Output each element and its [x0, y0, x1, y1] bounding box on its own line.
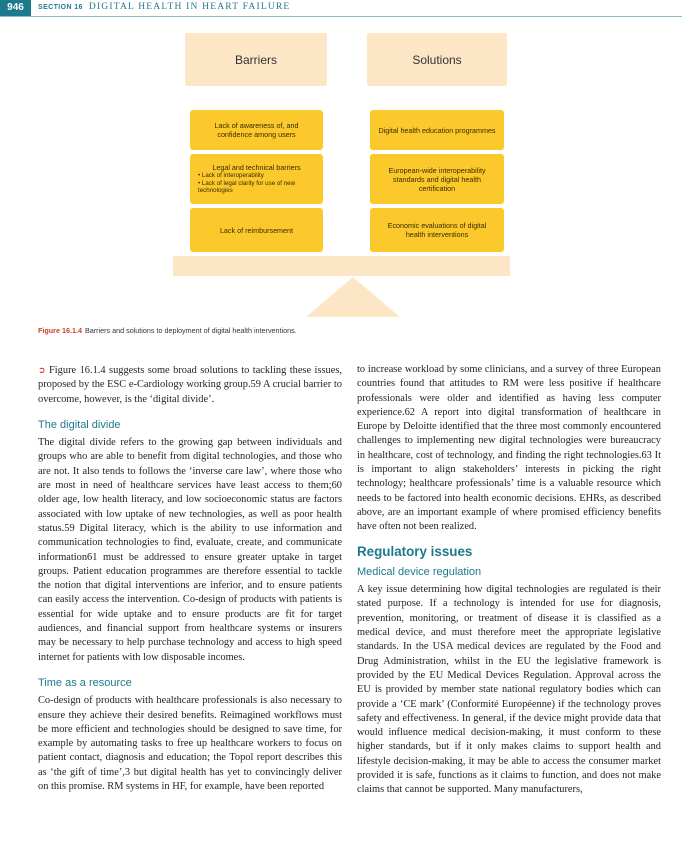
barrier-legal-title: Legal and technical barriers	[212, 162, 301, 172]
paragraph-digital-divide: The digital divide refers to the growing gap between individuals and groups who are able to benefit from digital technologies, and those who are not. It also tends to follows the ‘inverse care law’, where those who are most in need of healthcare services have least access to them;60 older age, low health literacy, and low socioeconomic status are factors associated with low uptake of new technologies, as well as poor health status.59 Digital literacy, which is the ability to use information and communication technologies to find, evaluate, create, and communicate information61 must be addressed to ensure greater uptake in target groups. Patient education programmes are therefore essential to tackle the notion that digital interventions are inferior, and to ensure patients can easily access the intervention. Co-design of products with patients is essential for wide uptake and to ensure products are fit for target audiences, and financial support from healthcare systems or insurers may be necessary to help purchase technology and access to high speed internet for patients with low disposable incomes.	[38, 437, 342, 663]
solution-box-interoperability: European-wide interoperability standards and digital health certification	[370, 154, 504, 204]
barrier-box-reimbursement: Lack of reimbursement	[190, 208, 323, 252]
heading-digital-divide: The digital divide	[38, 418, 121, 431]
barrier-legal-bullet-1: • Lack of interoperability	[198, 171, 264, 179]
solutions-header: Solutions	[367, 33, 507, 86]
running-head	[38, 2, 290, 12]
figure-caption-text: Barriers and solutions to deployment of digital health interventions.	[84, 326, 297, 335]
paragraph-time-resource: Co-design of products with healthcare professionals is also necessary to ensure they achieve their desired benefits. Reimagined workflows must be more efficient and technologies should be designed to save time, for example by automating tasks to free up healthcare workers to focus on patient contact, diagnosis and education; the Topol report describes this as ‘the gift of time’,3 but digital health has yet to convincingly deliver on this promise. RM systems in HF, for example, have been reported	[38, 695, 342, 793]
heading-time-resource: Time as a resource	[38, 676, 132, 689]
left-column	[38, 364, 342, 794]
section-label: SECTION 16	[38, 4, 83, 11]
intro-paragraph	[38, 364, 342, 407]
header-rule	[0, 16, 682, 17]
balance-fulcrum	[306, 277, 400, 317]
heading-regulatory-issues: Regulatory issues	[357, 543, 473, 559]
solution-box-education: Digital health education programmes	[370, 110, 504, 150]
barriers-header: Barriers	[185, 33, 327, 86]
cross-reference-arrow-icon: ➲	[38, 366, 46, 376]
right-column	[357, 363, 661, 798]
figure-label: Figure 16.1.4	[38, 326, 82, 335]
paragraph-device-regulation: A key issue determining how digital technologies are regulated is their stated purpose. If a technology is intended for use for diagnosis, prevention, monitoring, or treatment of disease it is classified as a medical device, and must therefore meet the appropriate legislative standards. In the USA medical devices are regulated by the Food and Drug Administration, whilst in the EU the legislative framework is provided by the EU Medical Devices Regulation. Approval across the EU is provided by member state national regulatory bodies which can provide a ‘CE mark’ (Conformité Européenne) if the technology proves safety and effectiveness. In general, if the device might provide data that would influence medical decision-making, it must conform to these higher standards, but if it only makes claims to support health and lifestyle decision-making, it may be able to access the consumer market provided it is safe, functions as it claims to function, and does not make claims that cannot be supported. Many manufacturers,	[357, 584, 661, 796]
solution-box-economic: Economic evaluations of digital health interventions	[370, 208, 504, 252]
heading-device-regulation: Medical device regulation	[357, 565, 482, 578]
barrier-legal-bullet-2: • Lack of legal clarity for use of new technologies	[198, 179, 296, 195]
intro-text: Figure 16.1.4 suggests some broad solutions to tackling these issues, proposed by the ESC e-Cardiology working group.59 A crucial barrier to overcome, however, is the ‘digital divide’.	[38, 365, 342, 405]
chapter-title: DIGITAL HEALTH IN HEART FAILURE	[88, 2, 291, 12]
page-number: 946	[0, 0, 31, 16]
figure-caption	[38, 326, 297, 335]
barrier-box-awareness: Lack of awareness of, and confidence among users	[190, 110, 323, 150]
paragraph-continuation: to increase workload by some clinicians, and a survey of three European countries found that attitudes to RM were less positive if healthcare professionals were older and identified as having less computer experience.62 A report into digital transformation of healthcare in Europe by Deloitte identified that the three most commonly encountered challenges to implementing new digital technologies were bureaucracy in healthcare, cost of technology, and finding the right technologies.63 It is important to align stakeholders’ interests in picking the right technology; healthcare professionals’ time is a valuable resource which needs to be factored into health economic decisions. EHRs, as described above, are an important example of where promised efficiency benefits have often not been realized.	[357, 364, 661, 533]
barrier-box-legal	[190, 154, 323, 204]
balance-beam	[173, 256, 510, 276]
